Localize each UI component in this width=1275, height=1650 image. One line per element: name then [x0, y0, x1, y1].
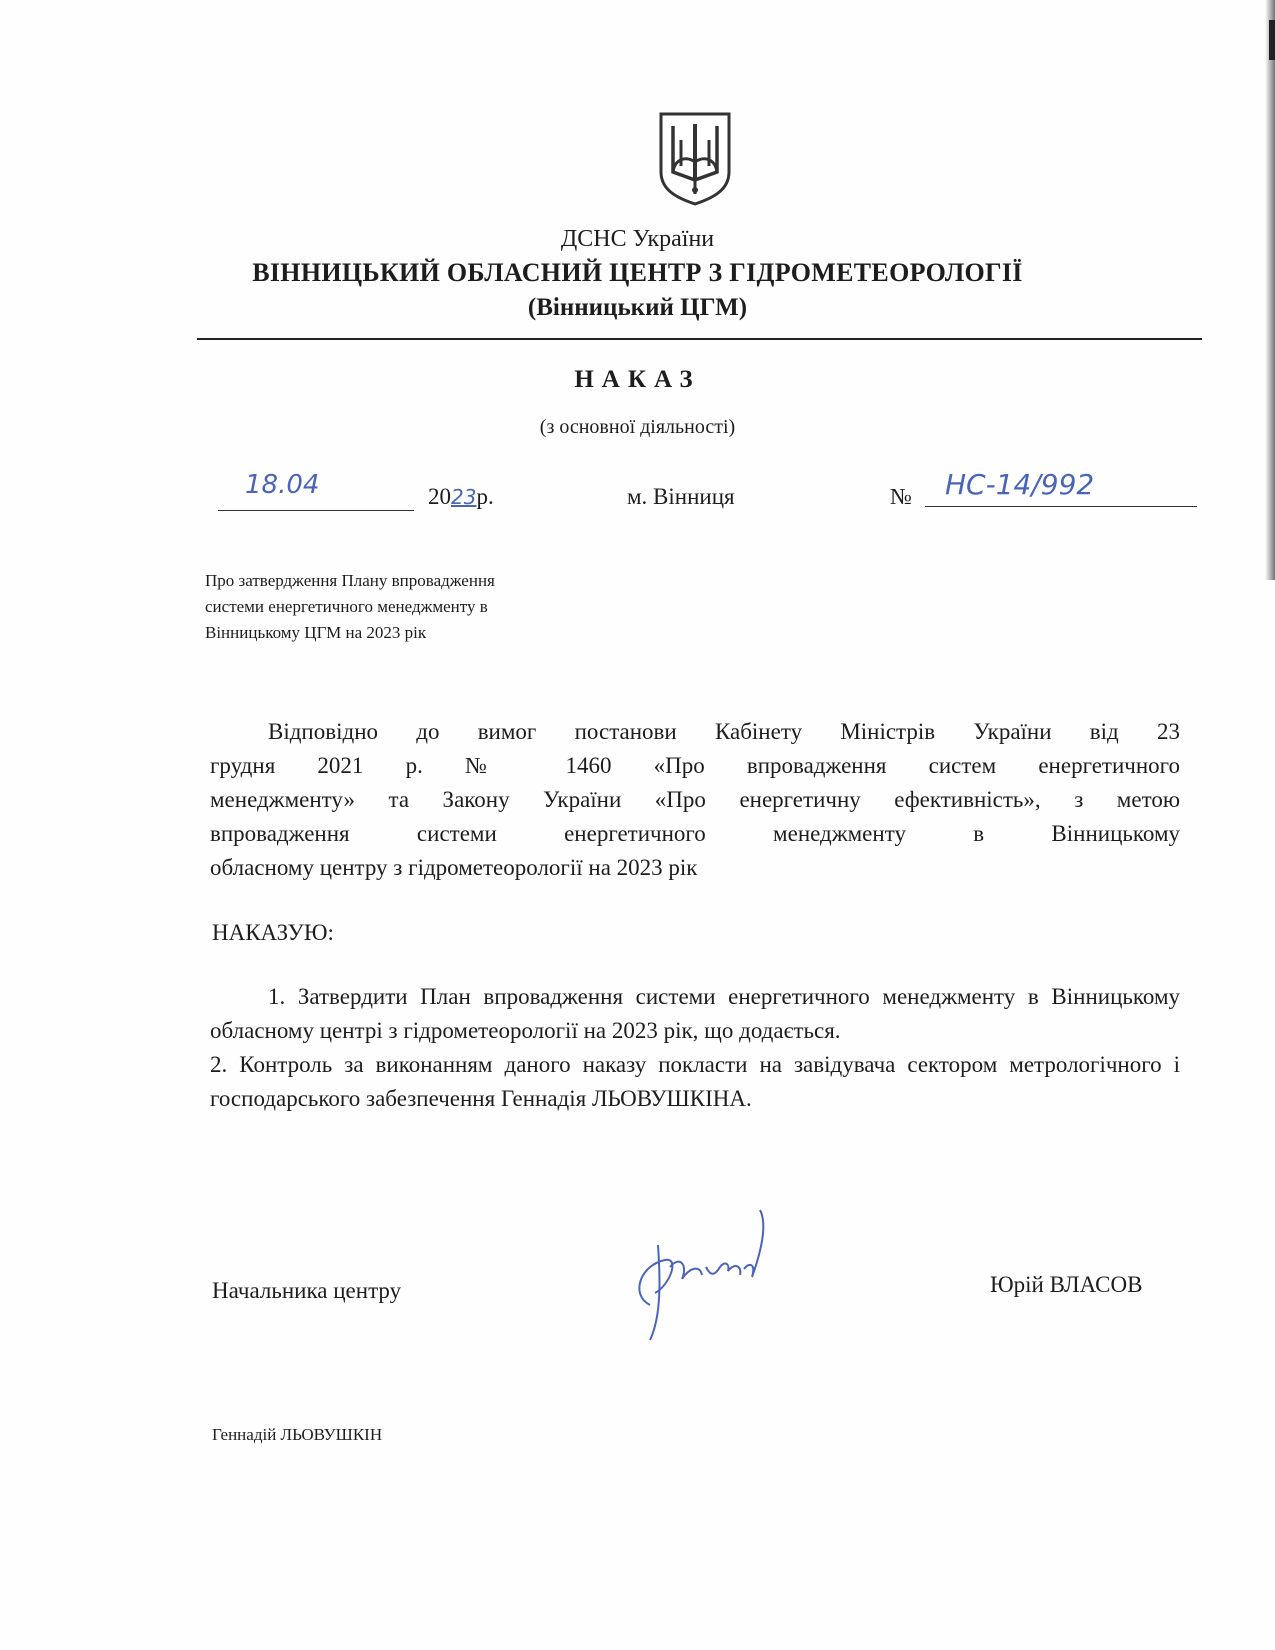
subject-line: Вінницькому ЦГМ на 2023 рік: [205, 623, 427, 642]
signatory-title: Начальника центру: [212, 1278, 402, 1303]
preamble-line: грудня 2021 р. № 1460 «Про впровадження систем енергетичного: [210, 753, 1180, 778]
subject-line: системи енергетичного менеджменту в: [205, 597, 488, 616]
number-label: №: [890, 484, 912, 509]
number-handwritten: НС-14/992: [945, 468, 1095, 501]
city: м. Вінниця: [627, 484, 735, 509]
organization-short-name: (Вінницький ЦГМ): [527, 294, 748, 321]
document-subtitle: (з основної діяльності): [539, 416, 736, 438]
date-handwritten: 18.04: [245, 470, 320, 500]
number-underline: [925, 506, 1197, 507]
agency-name: ДСНС України: [560, 226, 715, 252]
organization-name: ВІННИЦЬКИЙ ОБЛАСНИЙ ЦЕНТР З ГІДРОМЕТЕОРОЛОГІЇ: [252, 258, 1023, 287]
subject-line: Про затвердження Плану впровадження: [205, 571, 495, 590]
handwritten-signature: [610, 1205, 790, 1345]
order-word: НАКАЗУЮ:: [212, 920, 334, 945]
preamble-line: Відповідно до вимог постанови Кабінету Міністрів України від 23: [268, 719, 1180, 744]
scan-edge-shadow: [1265, 0, 1275, 580]
order-items: [210, 980, 1180, 1116]
order-item: 2. Контроль за виконанням даного наказу покласти на завідувача сектором метрологічного і господарського забезпечення Геннадія ЛЬОВУШКІНА.: [210, 1052, 1180, 1111]
order-subject: [205, 568, 625, 646]
header-divider: [197, 338, 1202, 340]
preamble-line: менеджменту» та Закону України «Про енергетичну ефективність», з метою: [210, 787, 1180, 812]
ukraine-trident-icon: [657, 110, 733, 206]
executor-name: Геннадій ЛЬОВУШКІН: [212, 1425, 383, 1444]
preamble-paragraph: [210, 715, 1180, 885]
date-underline: [218, 510, 414, 511]
preamble-line: обласному центру з гідрометеорології на 2023 рік: [210, 855, 698, 880]
year-handwritten: 23: [451, 485, 477, 509]
scan-edge-mark: [1269, 20, 1275, 60]
preamble-line: впровадження системи енергетичного менеджменту в Вінницькому: [210, 821, 1180, 846]
document-title: НАКАЗ: [574, 366, 701, 393]
year-field: 2023р.: [428, 484, 494, 509]
order-item: 1. Затвердити План впровадження системи енергетичного менеджменту в Вінницькому обласному центрі з гідрометеорології на 2023 рік, що додається.: [210, 984, 1180, 1043]
signatory-name: Юрій ВЛАСОВ: [990, 1272, 1143, 1297]
